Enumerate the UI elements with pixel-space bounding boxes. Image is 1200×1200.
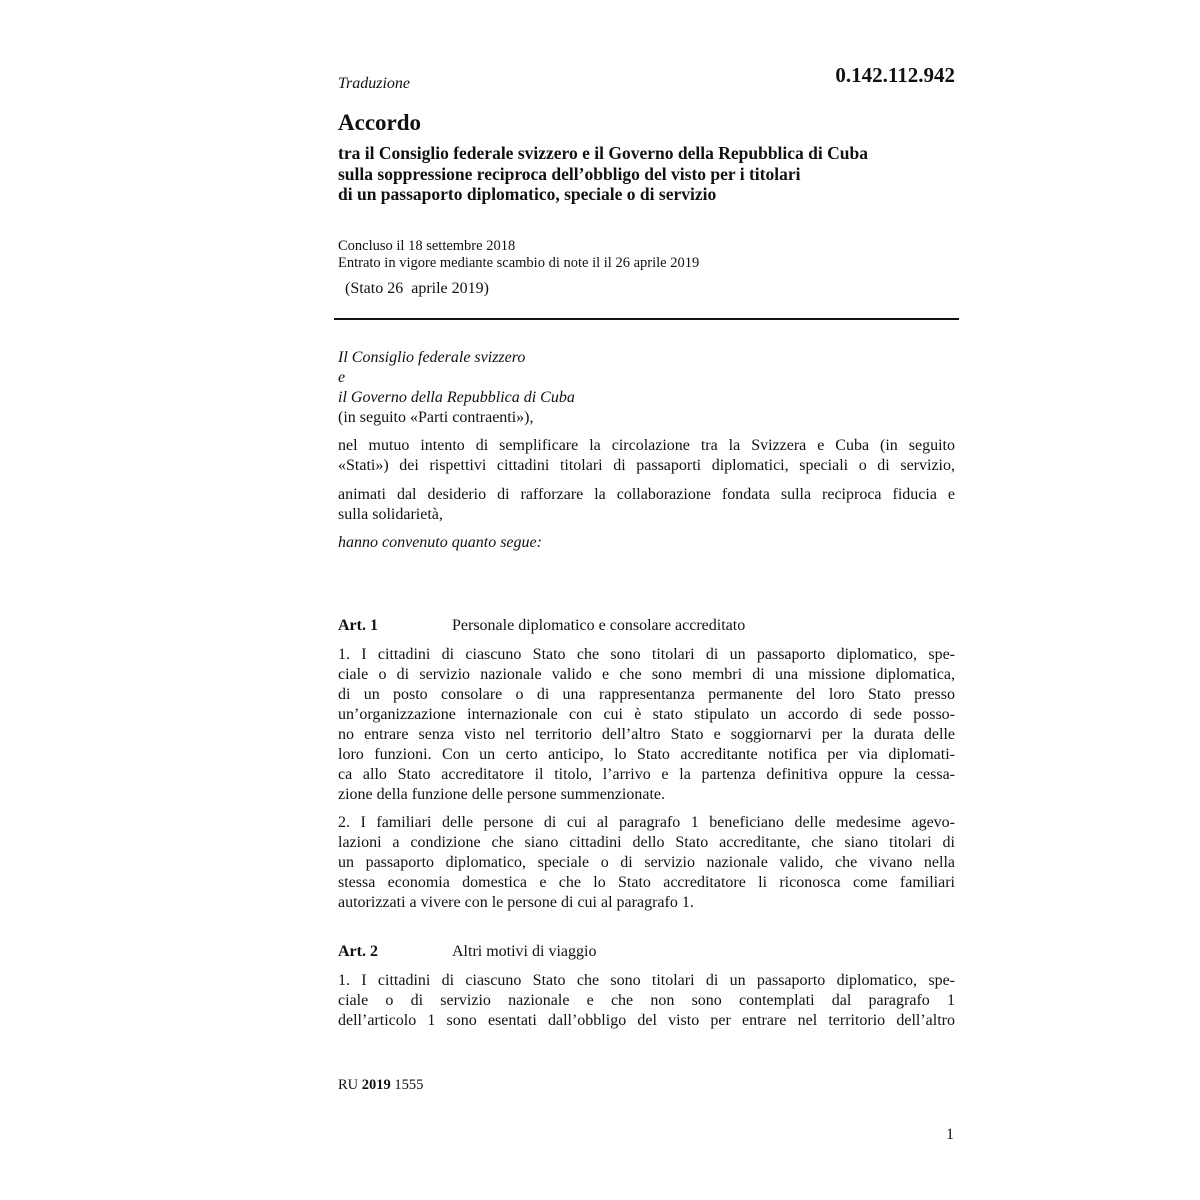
text-line: sulla solidarietà, (338, 506, 443, 523)
text-line: stessa economia domestica e che lo Stato accreditatore li riconosca come familiari (338, 874, 955, 891)
text-line: ciale o di servizio nazionale valido e che sono membri di una missione diplomatica, (338, 666, 955, 683)
article-2-paragraph-1 (338, 971, 955, 1031)
text-line: di un posto consolare o di una rappresentanza permanente del loro Stato presso (338, 686, 955, 703)
text-line: «Stati») dei rispettivi cittadini titolari di passaporti diplomatici, speciali o di servizio, (338, 457, 955, 474)
text-line: zione della funzione delle persone summenzionate. (338, 786, 665, 803)
page-number: 1 (946, 1126, 954, 1143)
preamble-desire (338, 485, 955, 525)
official-collection-reference (338, 1076, 423, 1094)
text-line: 1. I cittadini di ciascuno Stato che sono titolari di un passaporto diplomatico, spe- (338, 646, 955, 663)
subtitle-line: di un passaporto diplomatico, speciale o di servizio (338, 184, 717, 204)
collection-year: 2019 (361, 1077, 391, 1093)
subtitle-line: sulla soppressione reciproca dell’obbligo del visto per i titolari (338, 163, 801, 184)
text-line: autorizzati a vivere con le persone di cui al paragrafo 1. (338, 894, 694, 911)
document-subtitle (338, 143, 955, 205)
sr-number: 0.142.112.942 (835, 63, 955, 87)
party-1: Il Consiglio federale svizzero (338, 349, 526, 366)
text-line: nel mutuo intento di semplificare la circolazione tra la Svizzera e Cuba (in seguito (338, 437, 955, 454)
text-line: un’organizzazione internazionale con cui è stato stipulato un accordo di sede posso- (338, 706, 955, 723)
text-line: un passaporto diplomatico, speciale o di servizio nazionale valido, che vivano nella (338, 854, 955, 871)
article-number: Art. 2 (338, 943, 378, 960)
text-line: ciale o di servizio nazionale e che non sono contemplati dal paragrafo 1 (338, 992, 955, 1009)
text-line: no entrare senza visto nel territorio dell’altro Stato e soggiornarvi per la durata delle (338, 726, 955, 743)
document-title: Accordo (338, 110, 422, 135)
text-line: 1. I cittadini di ciascuno Stato che sono titolari di un passaporto diplomatico, spe- (338, 972, 955, 989)
collection-prefix: RU (338, 1077, 359, 1093)
status-date: (Stato 26 aprile 2019) (341, 280, 489, 297)
subtitle-line: tra il Consiglio federale svizzero e il Governo della Repubblica di Cuba (338, 143, 868, 163)
document-meta (338, 238, 955, 272)
article-1-paragraph-2 (338, 813, 955, 913)
text-line: 2. I familiari delle persone di cui al paragrafo 1 beneficiano delle medesime agevo- (338, 814, 955, 831)
preamble-intent (338, 436, 955, 476)
party-2: il Governo della Repubblica di Cuba (338, 389, 575, 406)
article-number: Art. 1 (338, 617, 378, 634)
header-divider (334, 318, 959, 320)
article-1-paragraph-1 (338, 645, 955, 805)
text-line: lazioni a condizione che siano cittadini dello Stato accreditante, che siano titolari di (338, 834, 955, 851)
preamble-agreed: hanno convenuto quanto segue: (338, 534, 542, 551)
article-title: Personale diplomatico e consolare accreditato (452, 617, 746, 634)
entry-into-force: Entrato in vigore mediante scambio di note il il 26 aprile 2019 (338, 255, 700, 271)
article-1-heading (338, 616, 955, 636)
text-line: ca allo Stato accreditatore il titolo, l’arrivo e la partenza definitiva oppure la cessa- (338, 766, 955, 783)
collection-page: 1555 (394, 1077, 424, 1093)
preamble-parties (338, 348, 955, 428)
text-line: loro funzioni. Con un certo anticipo, lo Stato accreditante notifica per via diplomati- (338, 746, 955, 763)
parties-alias: (in seguito «Parti contraenti»), (338, 409, 534, 426)
text-line: dell’articolo 1 sono esentati dall’obbligo del visto per entrare nel territorio dell’altro (338, 1012, 955, 1029)
article-title: Altri motivi di viaggio (452, 943, 597, 960)
text-line: animati dal desiderio di rafforzare la collaborazione fondata sulla reciproca fiducia e (338, 486, 955, 503)
article-2-heading (338, 942, 955, 962)
translation-label: Traduzione (338, 75, 411, 92)
parties-conjunction: e (338, 369, 346, 386)
concluded-date: Concluso il 18 settembre 2018 (338, 238, 516, 254)
